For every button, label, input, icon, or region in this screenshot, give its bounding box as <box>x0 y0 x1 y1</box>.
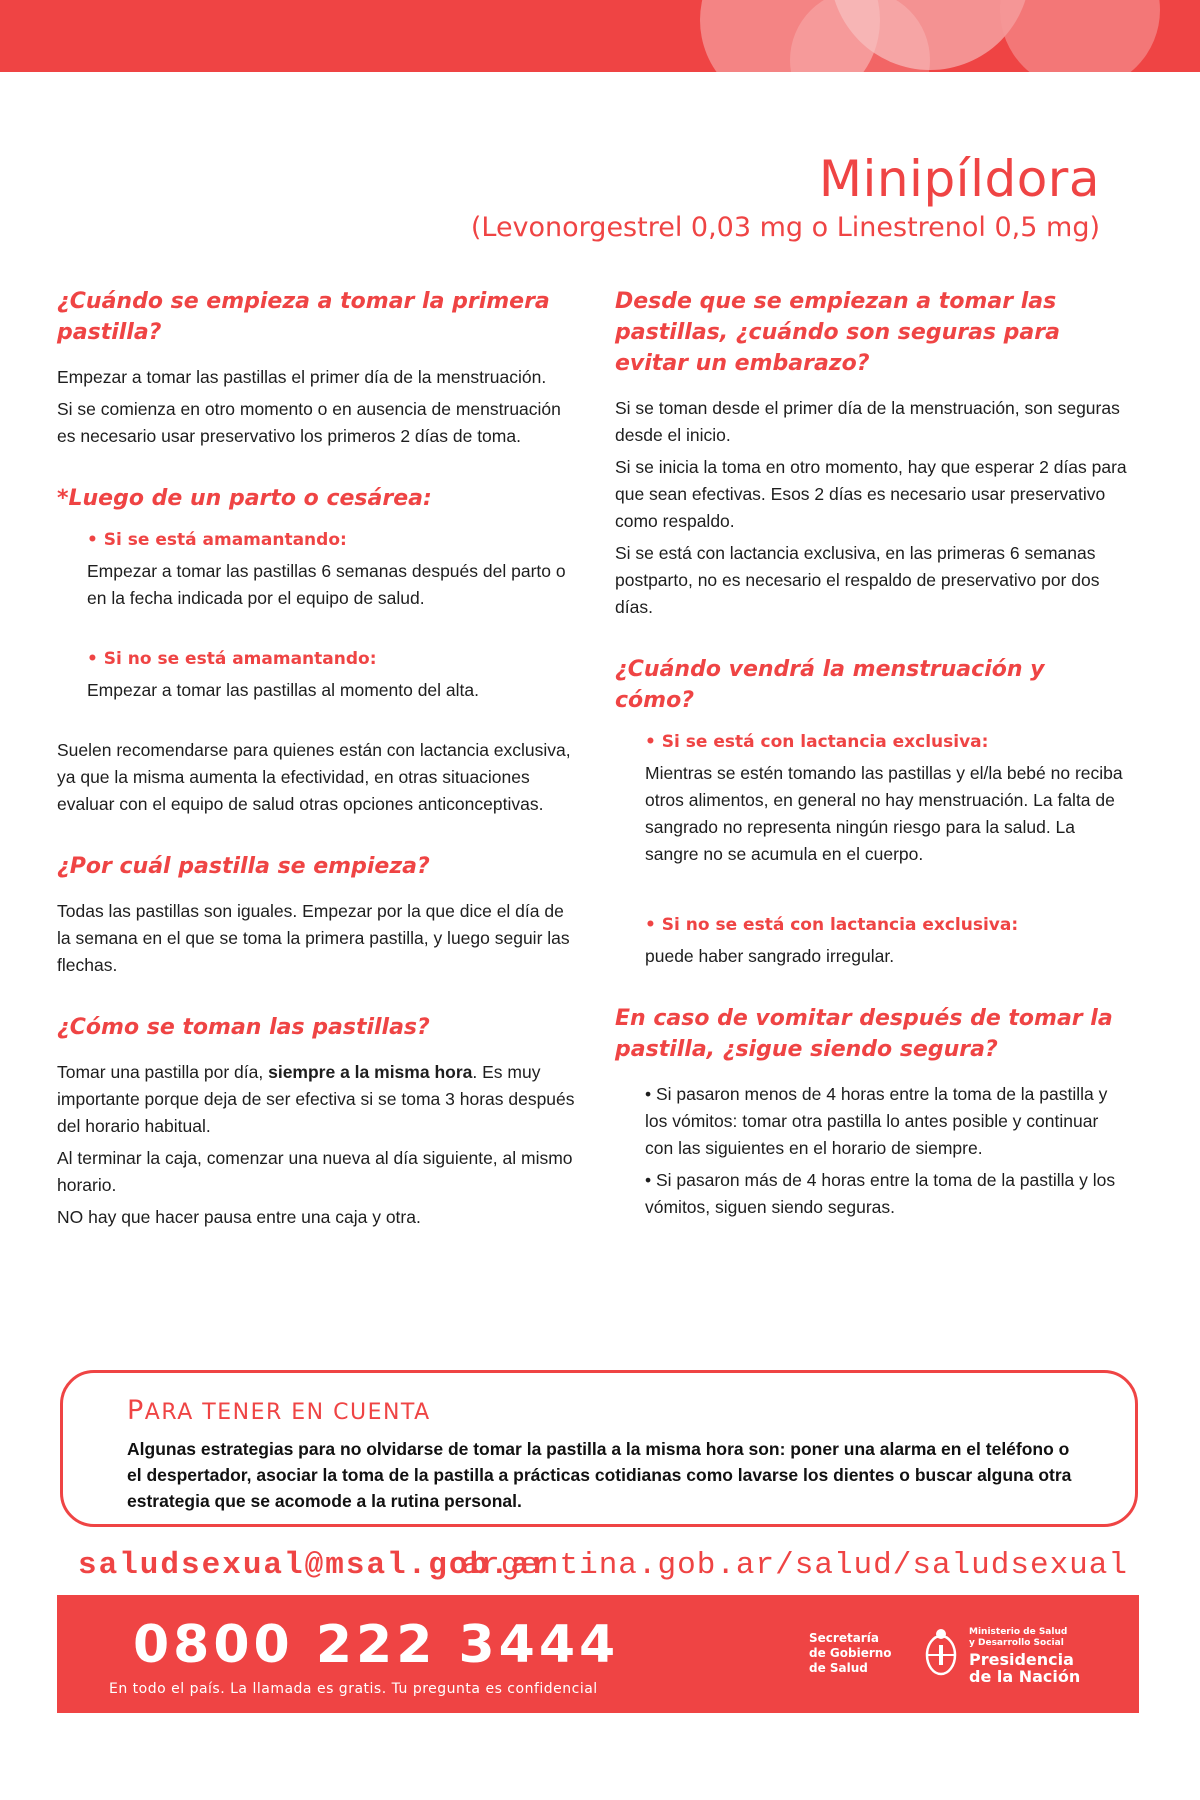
website-link[interactable]: argentina.gob.ar/salud/saludsexual <box>461 1548 1128 1583</box>
question-menstruation: ¿Cuándo vendrá la menstruación y cómo? <box>615 657 1045 713</box>
paragraph: Si se comienza en otro momento o en ausencia de menstruación es necesario usar preservativo los primeros 2 días de toma. <box>57 399 561 446</box>
phone-note: En todo el país. La llamada es gratis. Tu pregunta es confidencial <box>109 1681 598 1697</box>
paragraph: NO hay que hacer pausa entre una caja y otra. <box>57 1207 421 1227</box>
header <box>471 150 1100 243</box>
subheading-exclusive-lactation: • Si se está con lactancia exclusiva: <box>645 732 989 752</box>
phone-number[interactable]: 0800 222 3444 <box>133 1615 620 1675</box>
secretaria-logo-text: Secretaría de Gobierno de Salud <box>809 1631 892 1675</box>
question-how-to-take: ¿Cómo se toman las pastillas? <box>57 1015 430 1040</box>
contact-links <box>78 1548 1128 1588</box>
bullet-item: • Si pasaron menos de 4 horas entre la toma de la pastilla y los vómitos: tomar otra pastilla lo antes posible y continuar con las siguientes en el horario de siempre. <box>645 1084 1108 1158</box>
note-box-text: Algunas estrategias para no olvidarse de tomar la pastilla a la misma hora son: poner una alarma en el teléfono o el despertador, asociar la toma de la pastilla a prácticas cotidianas como lavarse los dientes o buscar alguna otra estrategia que se acomode a la rutina personal. <box>127 1439 1072 1511</box>
question-when-start: ¿Cuándo se empieza a tomar la primera pastilla? <box>57 289 550 345</box>
question-vomiting: En caso de vomitar después de tomar la pastilla, ¿sigue siendo segura? <box>615 1006 1113 1062</box>
footer-band <box>57 1595 1139 1713</box>
right-column <box>615 286 1130 1226</box>
paragraph: Todas las pastillas son iguales. Empezar por la que dice el día de la semana en el que se toma la primera pastilla, y luego seguir las flechas. <box>57 901 570 975</box>
emphasis: siempre a la misma hora <box>268 1062 473 1082</box>
bullet-item: • Si pasaron más de 4 horas entre la toma de la pastilla y los vómitos, siguen siendo seguras. <box>645 1170 1116 1217</box>
decorative-circles <box>0 0 1200 72</box>
subheading-no-exclusive-lactation: • Si no se está con lactancia exclusiva: <box>645 915 1019 935</box>
paragraph: Empezar a tomar las pastillas el primer día de la menstruación. <box>57 367 547 387</box>
top-decorative-band <box>0 0 1200 72</box>
paragraph: Suelen recomendarse para quienes están con lactancia exclusiva, ya que la misma aumenta la efectividad, en otras situaciones evaluar con el equipo de salud otras opciones anticonceptivas. <box>57 740 571 814</box>
page-title: Minipíldora <box>818 150 1100 208</box>
question-which-pill: ¿Por cuál pastilla se empieza? <box>57 854 430 879</box>
question-after-birth: *Luego de un parto o cesárea: <box>57 486 432 511</box>
presidencia-logo-text: Presidencia de la Nación <box>969 1650 1081 1686</box>
paragraph: Al terminar la caja, comenzar una nueva al día siguiente, al mismo horario. <box>57 1148 573 1195</box>
page-subtitle: (Levonorgestrel 0,03 mg o Linestrenol 0,5 mg) <box>470 212 1100 243</box>
paragraph: puede haber sangrado irregular. <box>645 946 895 966</box>
question-when-safe: Desde que se empiezan a tomar las pastillas, ¿cuándo son seguras para evitar un embarazo? <box>615 289 1060 376</box>
paragraph: Si se inicia la toma en otro momento, hay que esperar 2 días para que sean efectivas. Esos 2 días es necesario usar preservativo como respaldo. <box>615 457 1127 531</box>
note-box <box>60 1370 1138 1527</box>
email-link[interactable]: saludsexual@msal.gob.ar <box>78 1548 552 1583</box>
coat-of-arms-icon <box>923 1625 959 1679</box>
paragraph: Empezar a tomar las pastillas al momento del alta. <box>87 680 479 700</box>
note-box-title: PARA TENER EN CUENTA <box>127 1395 431 1426</box>
left-column <box>57 286 577 1236</box>
paragraph: Mientras se estén tomando las pastillas y el/la bebé no reciba otros alimentos, en general no hay menstruación. La falta de sangrado no representa ningún riesgo para la salud. La sangre no se acumula en el cuerpo. <box>645 763 1123 864</box>
subheading-breastfeeding: • Si se está amamantando: <box>87 530 347 550</box>
paragraph: Si se está con lactancia exclusiva, en las primeras 6 semanas postparto, no es necesario el respaldo de preservativo por dos días. <box>615 543 1100 617</box>
paragraph: Empezar a tomar las pastillas 6 semanas después del parto o en la fecha indicada por el equipo de salud. <box>87 561 566 608</box>
paragraph: Tomar una pastilla por día, siempre a la misma hora. Es muy importante porque deja de ser efectiva si se toma 3 horas después del horario habitual. <box>57 1062 575 1136</box>
paragraph: Si se toman desde el primer día de la menstruación, son seguras desde el inicio. <box>615 398 1120 445</box>
subheading-not-breastfeeding: • Si no se está amamantando: <box>87 649 377 669</box>
ministerio-logo-text: Ministerio de Salud y Desarrollo Social <box>969 1627 1068 1648</box>
